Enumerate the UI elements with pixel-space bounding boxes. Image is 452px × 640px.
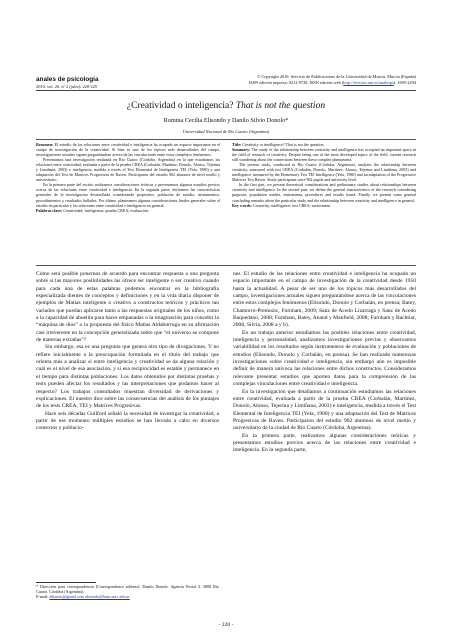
copyright-block xyxy=(186,74,416,85)
email-link[interactable]: ddonolo@gmail.com rdisondo@hum.unrc.edu.ar xyxy=(49,594,130,600)
abstract-spanish: Resumen: El estudio de las relaciones entre creatividad e inteligencia ha ocupado un espacio importante en el campo de investigación de la creatividad. Si bien es uno de los tópicos más desarrollados del campo, investigaciones actuales siguen preguntándose acerca de las vinculaciones entre estos complejos fenómenos. Presentamos una investigación realizada en Río Cuarto (Córdoba, Argentina) en la que estudiamos las relaciones entre creatividad, evaluada a partir de la prueba CREA (Corbalán, Martínez, Donolo, Alonso, Tejerina y Limiñana, 2003) e inteligencia, medida a través el Test Elemental de Inteligencia TEI (Yela, 1980) y una adaptación del Test de Matrices Progresivas de Raven. Participaron del estudio 962 alumnos de nivel medio y universitario. En la primera parte del escrito realizamos consideraciones teóricas y presentamos algunos estudios previos acerca de las relaciones entre creatividad e inteligencia. En la segunda parte, definimos las características generales de la investigación desarrollada considerando propósitos, población de estudio, instrumentos, procedimientos y resultados hallados. Por último, planteamos algunas consideraciones finales generales sobre el estudio en particular y las relaciones entre creatividad e inteligencia en general. Palabras clave: Creatividad; inteligencia; prueba CREA; evaluación. xyxy=(36,142,220,213)
footnote: * Dirección para correspondencia [Correspondence address]: Danilo Donolo. Agencia Postal 3. 5800 Río Cuarto. Córdoba (Argentina). E-mail: ddonolo@gmail.com rdisondo@hum.unrc.edu.ar xyxy=(36,584,219,600)
footnote-text: * Dirección para correspondencia [Correspondence address]: Danilo Donolo. Agencia Postal 3. 5800 Río Cuarto. Córdoba (Argentina). xyxy=(36,584,219,595)
body-paragraph: Sin embargo, esa es una pregunta que genera otro tipo de divagaciones. Y no refiere inicialmente a la preocupación formulada en el título del trabajo que orienta más a analizar si entre inteligencia y creatividad se da alguna relación y cuál es el nivel de esa asociación, y si esa reciprocidad es estable y permanece en el tiempo para distintas poblaciones. Los datos obtenidos por distintas pruebas y tests pueden afectar los resultados y las interpretaciones que podamos hacer al respecto? Los trabajos consultados muestran diversidad de derivaciones y explicaciones. El nuestro dice sobre las consecuencias del análisis de los puntajes de los tests CREA, TEI y Matrices Progresivas. xyxy=(36,344,219,410)
abstract-es-label: Resumen: xyxy=(36,142,54,147)
article-title-italic: That is not the question xyxy=(235,101,326,111)
body-column-left xyxy=(36,271,219,433)
body-paragraph: En un trabajo anterior estudiamos las posibles relaciones entre creatividad, inteligencia y personalidad, analizamos investigaciones previas y observamos variabilidad en los resultados según instrumentos de evaluación y poblaciones de estudios (Elisondo, Donolo y Corbalán, en prensa). Se han realizado numerosas investigaciones sobre creatividad e inteligencia, sin embargo aún es imposible definir de manera unívoca las relaciones entre dichos constructos. Consideramos relevante presentar estudios que aporten datos para la comprensión de las complejas vinculaciones entre creatividad e inteligencia. xyxy=(233,329,416,388)
body-paragraph: Cómo será posible ponernos de acuerdo para encontrar respuesta a una pregunta sobre si las mayores posibilidades las ofrece ser inteligente o ser creativo cuando para cada una de estas palabras podemos encontrar en la bibliografía especializada dientes de conceptos y definiciones y en la vida diaria disponer de ejemplos de Matías inteligente o creativo a constructos teóricos y prácticos tan variados que puedan aplicarse tanto a las respuestas originales de los niños, como a la capacidad de abuelita para hacer empanadas o la imaginación para concebir la “máquina de dios” o la propuesta del físico Matías Aldaburruga en su afirmación casi irreverente en la concepción generalizada sobre que “el universo se compone de materias extrañas”? xyxy=(36,271,219,344)
article-authors: Romina Cecilia Elisondo y Danilo Silvio Donolo* xyxy=(163,117,289,124)
journal-header xyxy=(36,76,186,90)
body-column-right xyxy=(233,271,416,455)
article-affiliation: Universidad Nacional de Río Cuarto (Argentina) xyxy=(182,129,270,134)
page-number: - 220 - xyxy=(218,622,234,628)
header-divider xyxy=(36,90,416,91)
body-paragraph: En la investigación que detallamos a continuación estudiamos las relaciones entre creatividad, evaluada a partir de la prueba CREA (Corbalán, Martínez, Donolo, Alonso, Tejerina y Limiñana, 2003) e inteligencia, medida a través el Test Elemental de Inteligencia TEI (Yela, 1980) y una adaptación del Test de Matrices Progresivas de Raven. Participaron del estudio 962 alumnos de nivel medio y universitario de la ciudad de Río Cuarto (Córdoba, Argentina). xyxy=(233,388,416,432)
journal-volume: 2010, vol. 26, nº 2 (julio), 220-225 xyxy=(36,84,98,89)
body-paragraph: Hace seis décadas Guilford señaló la necesidad de investigar la creatividad, a partir de ese momento múltiples estudios se han llevado a cabo en diversos contextos y poblacio- xyxy=(36,410,219,432)
body-paragraph: nes. El estudio de las relaciones entre creatividad e inteligencia ha ocupado un espacio importante en el campo de investigación de la creatividad desde 1950 hasta la actualidad. A pesar de ser uno de los tópicos más desarrollados del campo, investigaciones actuales siguen preguntándose acerca de las vinculaciones entre estos complejos fenómenos (Elisondo, Donolo y Corbalán, en prensa; Batey, Chamorro-Premuzic, Furnham, 2009; Sanz de Acedo Lizarraga y Sanz de Acedo Baquedano, 2008; Furnham, Batey, Anand y Manfield, 2008; Furnham y Bachtiar, 2008, Silvia, 2008 a y b). xyxy=(233,271,416,329)
keywords-es: Palabras clave: Creatividad; inteligencia; prueba CREA; evaluación. xyxy=(36,207,149,213)
keywords-en: Key words: Creativity; intelligence; test CREA; assessment. xyxy=(232,202,331,208)
article-title: ¿Creatividad o inteligencia? That is not the question xyxy=(126,101,326,111)
abstract-box xyxy=(36,139,416,266)
journal-title: anales de psicología xyxy=(36,76,99,83)
issn-line: ISSN edición impresa: 0212-9728. ISSN edición web (http://revistas.um.es/analesps): 1695-2294 xyxy=(248,79,416,85)
abstract-en-label: Summary: xyxy=(232,147,251,153)
body-paragraph: En la primera parte, realizamos algunas consideraciones teóricas y presentamos estudios previos acerca de las relaciones entre creatividad e inteligencia. En la segunda parte, xyxy=(233,432,416,454)
copyright-line: © Copyright 2010: Servicio de Publicaciones de la Universidad de Murcia. Murcia (España) xyxy=(257,74,416,79)
footnote-divider xyxy=(36,582,96,583)
journal-web-link[interactable]: http://revistas.um.es/analesps xyxy=(343,79,394,85)
abstract-english: Title: Creativity or intelligence? That is not the question Summary: The study of the relationship between creativity and intelligence has occupied an important space in the field of research of creativity. Despite being one of the most developed topics of the field, current research still wondering about the connections between these complex phenomena. The present study, conducted in Río Cuarto (Córdoba, Argentina), analyses the relationship between creativity, measured with test CREA (Corbalán, Donolo, Martínez, Alonso, Tejerina and Limiñana, 2003) and intelligence, measured by the Elementary Test TEI Intelligence (Yela, 1980) and an adaptation of the Progressive Matrices Test Raven. Study participants were 962 pupils and university level. In the first part, we present theoretical considerations and preliminary studies about relationships between creativity and intelligence. In the second part, we define the general characteristics of the research considering purposes, population studies, instruments, procedures and results found. Finally, we present some general concluding remarks about the particular study and the relationship between creativity and intelligence in general. Key words: Creativity; intelligence; test CREA; assessment. xyxy=(232,142,416,208)
